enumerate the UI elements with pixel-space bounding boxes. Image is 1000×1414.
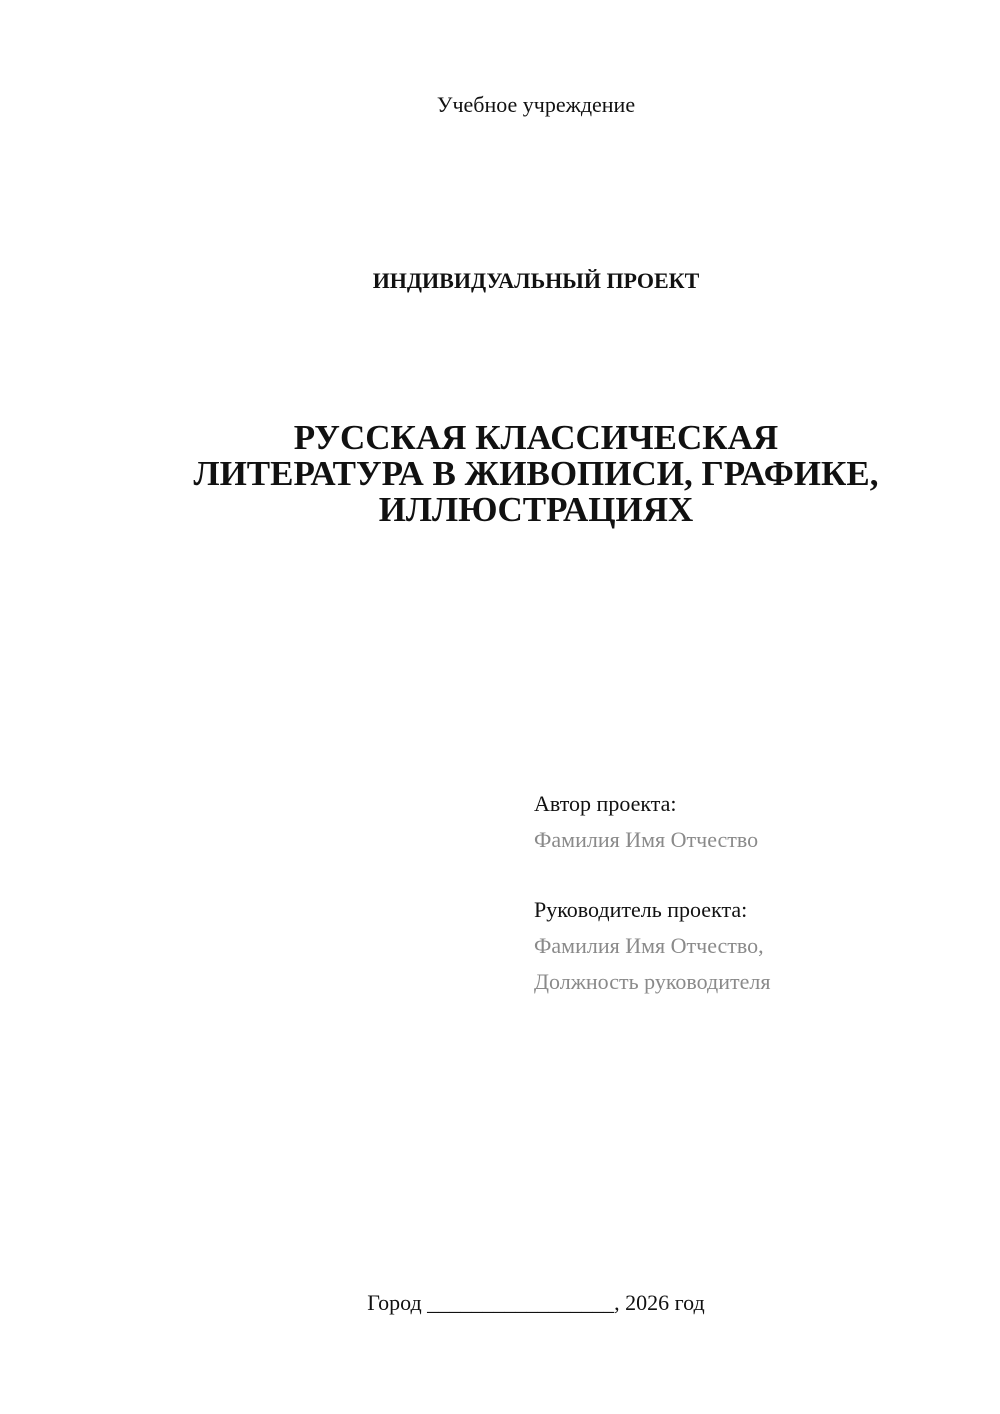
- author-name: Фамилия Имя Отчество: [534, 827, 759, 852]
- supervisor-label: Руководитель проекта:: [534, 897, 748, 922]
- institution-name: Учебное учреждение: [436, 92, 636, 117]
- city-year-line: Город _________________, 2026 год: [367, 1290, 705, 1315]
- supervisor-position: Должность руководителя: [534, 969, 771, 994]
- project-title-line-3: ИЛЛЮСТРАЦИЯХ: [378, 490, 694, 529]
- credits-spacer: [534, 858, 974, 892]
- project-title: [100, 420, 972, 528]
- supervisor-name: Фамилия Имя Отчество,: [534, 933, 764, 958]
- credits-block: [534, 786, 974, 1000]
- project-title-line-2: ЛИТЕРАТУРА В ЖИВОПИСИ, ГРАФИКЕ,: [193, 454, 879, 493]
- document-type: ИНДИВИДУАЛЬНЫЙ ПРОЕКТ: [372, 268, 700, 293]
- project-title-line-1: РУССКАЯ КЛАССИЧЕСКАЯ: [293, 418, 779, 457]
- author-label: Автор проекта:: [534, 791, 677, 816]
